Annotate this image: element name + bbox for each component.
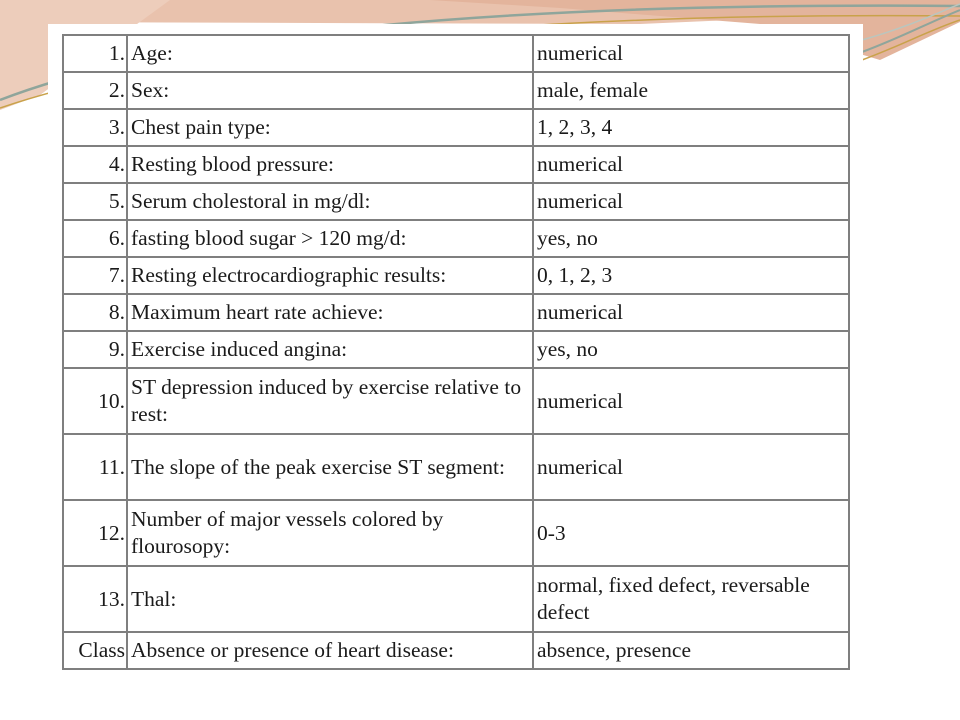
attribute-values: numerical bbox=[533, 183, 849, 220]
table-row bbox=[63, 434, 849, 500]
row-number: Class bbox=[63, 632, 127, 669]
attribute-name: Chest pain type: bbox=[127, 109, 533, 146]
row-number: 13. bbox=[63, 566, 127, 632]
row-number: 2. bbox=[63, 72, 127, 109]
attribute-name: Number of major vessels colored by flourosopy: bbox=[127, 500, 533, 566]
attribute-name: ST depression induced by exercise relative to rest: bbox=[127, 368, 533, 434]
table-row bbox=[63, 294, 849, 331]
attribute-values: 0, 1, 2, 3 bbox=[533, 257, 849, 294]
attribute-values: yes, no bbox=[533, 331, 849, 368]
attribute-name: Age: bbox=[127, 35, 533, 72]
attribute-values: normal, fixed defect, reversable defect bbox=[533, 566, 849, 632]
row-number: 3. bbox=[63, 109, 127, 146]
attribute-name: Resting blood pressure: bbox=[127, 146, 533, 183]
table-row bbox=[63, 220, 849, 257]
row-number: 11. bbox=[63, 434, 127, 500]
attribute-values: absence, presence bbox=[533, 632, 849, 669]
attribute-values: male, female bbox=[533, 72, 849, 109]
row-number: 7. bbox=[63, 257, 127, 294]
row-number: 4. bbox=[63, 146, 127, 183]
attribute-name: Exercise induced angina: bbox=[127, 331, 533, 368]
attribute-name: Thal: bbox=[127, 566, 533, 632]
attribute-name: The slope of the peak exercise ST segment: bbox=[127, 434, 533, 500]
attribute-name: Absence or presence of heart disease: bbox=[127, 632, 533, 669]
table-row bbox=[63, 146, 849, 183]
row-number: 12. bbox=[63, 500, 127, 566]
table-row bbox=[63, 632, 849, 669]
table-row bbox=[63, 368, 849, 434]
table-row bbox=[63, 72, 849, 109]
table-row bbox=[63, 183, 849, 220]
table-row bbox=[63, 566, 849, 632]
attribute-values: yes, no bbox=[533, 220, 849, 257]
attribute-values: 1, 2, 3, 4 bbox=[533, 109, 849, 146]
table-row bbox=[63, 257, 849, 294]
attribute-values: 0-3 bbox=[533, 500, 849, 566]
attribute-name: Sex: bbox=[127, 72, 533, 109]
attribute-values: numerical bbox=[533, 146, 849, 183]
attribute-name: fasting blood sugar > 120 mg/d: bbox=[127, 220, 533, 257]
content-card bbox=[48, 24, 863, 696]
attribute-name: Maximum heart rate achieve: bbox=[127, 294, 533, 331]
attribute-name: Serum cholestoral in mg/dl: bbox=[127, 183, 533, 220]
row-number: 8. bbox=[63, 294, 127, 331]
table-row bbox=[63, 331, 849, 368]
attribute-values: numerical bbox=[533, 368, 849, 434]
attribute-values: numerical bbox=[533, 294, 849, 331]
row-number: 10. bbox=[63, 368, 127, 434]
table-row bbox=[63, 109, 849, 146]
row-number: 1. bbox=[63, 35, 127, 72]
row-number: 6. bbox=[63, 220, 127, 257]
attribute-values: numerical bbox=[533, 35, 849, 72]
row-number: 9. bbox=[63, 331, 127, 368]
attribute-name: Resting electrocardiographic results: bbox=[127, 257, 533, 294]
table-row bbox=[63, 500, 849, 566]
heart-disease-attributes-table bbox=[62, 34, 850, 670]
table-row bbox=[63, 35, 849, 72]
row-number: 5. bbox=[63, 183, 127, 220]
attribute-values: numerical bbox=[533, 434, 849, 500]
